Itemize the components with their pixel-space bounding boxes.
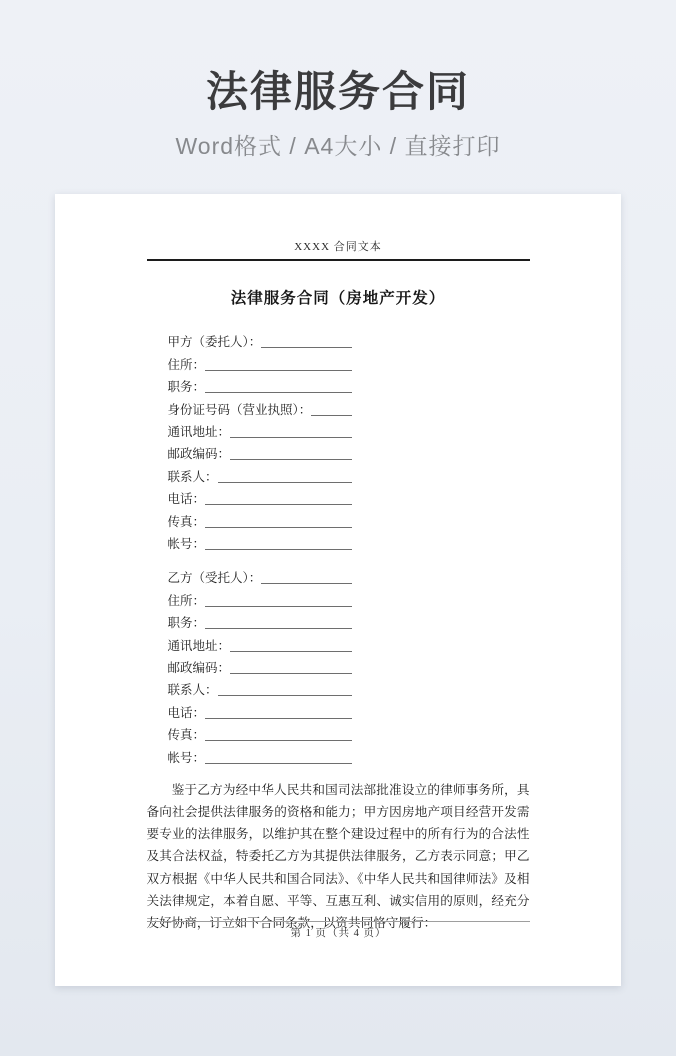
field-label: 电话：: [167, 492, 206, 507]
blank-underline: [205, 370, 351, 371]
field-row-contact-person: [168, 464, 352, 486]
field-row-phone: [168, 487, 352, 509]
blank-underline: [261, 583, 351, 584]
field-label: 职务：: [167, 616, 206, 631]
field-row-postal-code: [168, 442, 352, 464]
blank-underline: [205, 549, 351, 550]
field-label: 住所：: [167, 357, 206, 372]
blank-underline: [205, 527, 351, 528]
banner: [0, 0, 676, 161]
field-row-party-a-name: [168, 330, 352, 352]
blank-underline: [218, 482, 352, 483]
field-label: 职务：: [167, 380, 206, 395]
field-row-postal-code: [168, 656, 352, 678]
field-row-contact-person: [168, 678, 352, 700]
blank-underline: [205, 763, 351, 764]
field-row-mailing-address: [168, 420, 352, 442]
blank-underline: [205, 392, 351, 393]
field-label: 联系人：: [167, 683, 218, 698]
field-label: 身份证号码（营业执照）：: [167, 402, 312, 417]
field-label: 住所：: [167, 593, 206, 608]
field-row-address: [168, 588, 352, 610]
field-row-position: [168, 611, 352, 633]
field-label: 邮政编码：: [167, 660, 231, 675]
contract-preamble: 鉴于乙方为经中华人民共和国司法部批准设立的律师事务所，具备向社会提供法律服务的资格和能力；甲方因房地产项目经营开发需要专业的法律服务，以维护其在整个建设过程中的所有行为的合法性及其合法权益，特委托乙方为其提供法律服务，乙方表示同意；甲乙双方根据《中华人民共和国合同法》、《中华人民共和国律师法》及相关法律规定，本着自愿、平等、互惠互利、诚实信用的原则，经充分友好协商，订立如下合同条款，以资共同恪守履行：: [146, 782, 530, 931]
blank-underline: [205, 628, 351, 629]
field-label: 帐号：: [167, 537, 206, 551]
blank-underline: [230, 651, 351, 652]
blank-underline: [218, 695, 352, 696]
field-label: 传真：: [167, 514, 206, 529]
document-title: 法律服务合同（房地产开发）: [230, 290, 446, 308]
field-row-address: [168, 352, 352, 374]
blank-underline: [261, 347, 351, 348]
field-row-phone: [168, 700, 352, 722]
field-row-account-number: [168, 745, 352, 767]
field-label: 帐号：: [167, 750, 206, 765]
blank-underline: [230, 673, 351, 674]
page-title: 法律服务合同: [205, 68, 470, 115]
field-label: 通讯地址：: [167, 638, 231, 653]
field-row-position: [168, 375, 352, 397]
document-footer: [147, 921, 530, 940]
blank-underline: [311, 415, 351, 416]
field-row-id-number: [168, 397, 352, 419]
document-content: [147, 194, 530, 935]
blank-underline: [205, 606, 351, 607]
blank-underline: [230, 437, 351, 438]
blank-underline: [205, 504, 351, 505]
field-row-account-number: [168, 532, 352, 554]
blank-underline: [205, 740, 351, 741]
document-header-text: XXXX 合同文本: [147, 238, 530, 261]
blank-underline: [230, 459, 351, 460]
field-row-fax: [168, 723, 352, 745]
field-row-fax: [168, 509, 352, 531]
party-a-fields: [147, 330, 530, 554]
field-label: 通讯地址：: [167, 425, 231, 440]
field-label: 邮政编码：: [167, 447, 231, 462]
party-b-fields: [147, 566, 530, 768]
field-label: 乙方（受托人）：: [167, 571, 262, 586]
document-page: [55, 194, 621, 986]
field-label: 传真：: [167, 728, 206, 743]
page-number: 第 1 页（共 4 页）: [290, 928, 387, 940]
field-label: 电话：: [167, 705, 206, 720]
blank-underline: [205, 718, 351, 719]
field-label: 联系人：: [167, 469, 218, 484]
field-label: 甲方（委托人）：: [167, 335, 262, 350]
document-header: [147, 194, 530, 261]
field-row-party-b-name: [168, 566, 352, 588]
field-row-mailing-address: [168, 633, 352, 655]
page-subtitle: Word格式 / A4大小 / 直接打印: [175, 133, 501, 160]
